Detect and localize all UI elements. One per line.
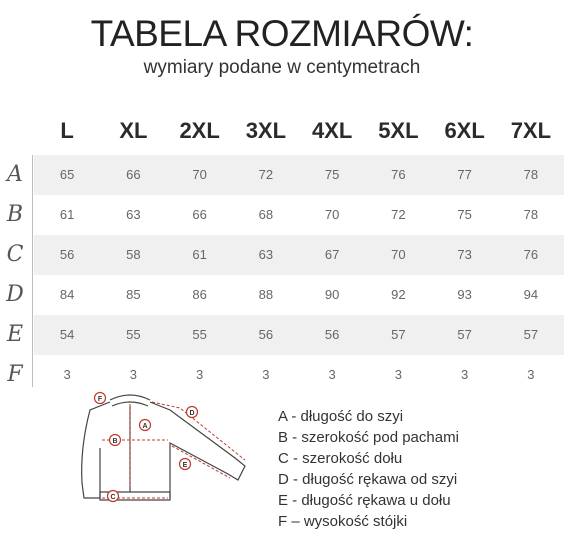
- measurement-legend: [278, 406, 558, 532]
- svg-text:A: A: [142, 423, 148, 430]
- table-cell: 58: [126, 247, 141, 262]
- table-cell: 3: [129, 367, 137, 382]
- table-cell: 73: [457, 247, 472, 262]
- table-cell: 66: [192, 207, 207, 222]
- table-cell: 63: [258, 247, 274, 262]
- table-cell: 57: [457, 327, 472, 342]
- table-cell: 75: [324, 167, 340, 182]
- table-cell: 65: [59, 167, 75, 182]
- size-table: [0, 155, 564, 395]
- table-cell: 77: [457, 167, 472, 182]
- table-row: [0, 155, 564, 195]
- table-cell: 72: [258, 167, 274, 182]
- table-cell: 84: [59, 287, 75, 302]
- table-cell: 3: [328, 367, 336, 382]
- svg-text:E: E: [182, 462, 188, 469]
- table-cell: 63: [126, 207, 141, 222]
- legend-item: E - długość rękawa u dołu: [278, 492, 451, 509]
- table-cell: 3: [196, 367, 204, 382]
- row-cells: [34, 195, 564, 235]
- table-cell: 61: [192, 247, 207, 262]
- table-cell: 3: [394, 367, 402, 382]
- table-cell: 76: [391, 167, 406, 182]
- table-cell: 54: [59, 327, 75, 342]
- table-row: [0, 235, 564, 275]
- table-cell: 88: [258, 287, 274, 302]
- diagram-marker: [108, 491, 119, 502]
- table-cell: 70: [324, 207, 340, 222]
- row-label: A: [7, 162, 23, 187]
- table-cell: 85: [126, 287, 141, 302]
- table-cell: 93: [457, 287, 472, 302]
- row-cells: [34, 235, 564, 275]
- table-cell: 61: [59, 207, 75, 222]
- diagram-marker: [140, 420, 151, 431]
- row-cells: [34, 155, 564, 195]
- table-cell: 78: [523, 207, 539, 222]
- row-label: E: [6, 322, 24, 347]
- row-label: C: [6, 242, 24, 267]
- svg-text:D: D: [189, 410, 195, 417]
- size-header: L: [60, 118, 74, 143]
- diagram-marker: [187, 407, 198, 418]
- table-cell: 75: [457, 207, 472, 222]
- legend-item: D - długość rękawa od szyi: [278, 471, 458, 488]
- table-cell: 55: [126, 327, 141, 342]
- table-cell: 56: [59, 247, 75, 262]
- size-header-row: [34, 114, 564, 148]
- diagram-marker: [180, 459, 191, 470]
- table-cell: 68: [258, 207, 274, 222]
- table-cell: 94: [523, 287, 539, 302]
- size-header: 5XL: [378, 118, 419, 143]
- table-cell: 66: [126, 167, 141, 182]
- table-cell: 90: [324, 287, 340, 302]
- table-cell: 78: [523, 167, 539, 182]
- table-row: [0, 195, 564, 235]
- size-header: 4XL: [311, 118, 353, 143]
- row-label: D: [6, 282, 24, 307]
- jacket-diagram: [70, 388, 270, 518]
- table-cell: 72: [391, 207, 406, 222]
- legend-item: B - szerokość pod pachami: [278, 429, 459, 446]
- row-cells: [34, 315, 564, 355]
- row-label: F: [7, 362, 23, 387]
- table-cell: 57: [523, 327, 539, 342]
- table-row: [0, 275, 564, 315]
- size-header: 6XL: [444, 118, 485, 143]
- legend-item: C - szerokość dołu: [278, 450, 403, 467]
- table-row: [0, 315, 564, 355]
- svg-text:B: B: [112, 438, 118, 445]
- table-cell: 76: [523, 247, 539, 262]
- table-cell: 70: [192, 167, 207, 182]
- table-cell: 70: [391, 247, 406, 262]
- table-cell: 3: [527, 367, 535, 382]
- svg-text:F: F: [97, 396, 103, 403]
- page-title: TABELA ROZMIARÓW:: [90, 13, 474, 54]
- size-header: 2XL: [179, 118, 220, 143]
- legend-item: A - długość do szyi: [278, 408, 404, 425]
- row-label: B: [6, 202, 24, 227]
- diagram-marker: [95, 393, 106, 404]
- size-header: XL: [119, 118, 148, 143]
- table-cell: 55: [192, 327, 207, 342]
- diagram-marker: [110, 435, 121, 446]
- table-cell: 56: [324, 327, 340, 342]
- table-cell: 3: [262, 367, 270, 382]
- page-subtitle: wymiary podane w centymetrach: [143, 57, 421, 78]
- size-header: 7XL: [510, 118, 552, 143]
- svg-text:C: C: [110, 494, 116, 501]
- table-cell: 3: [63, 367, 71, 382]
- table-cell: 67: [324, 247, 340, 262]
- table-cell: 56: [258, 327, 274, 342]
- table-cell: 92: [391, 287, 406, 302]
- table-cell: 57: [391, 327, 406, 342]
- legend-item: F – wysokość stójki: [278, 513, 408, 530]
- table-cell: 86: [192, 287, 207, 302]
- table-cell: 3: [461, 367, 469, 382]
- size-header: 3XL: [245, 118, 287, 143]
- row-cells: [34, 275, 564, 315]
